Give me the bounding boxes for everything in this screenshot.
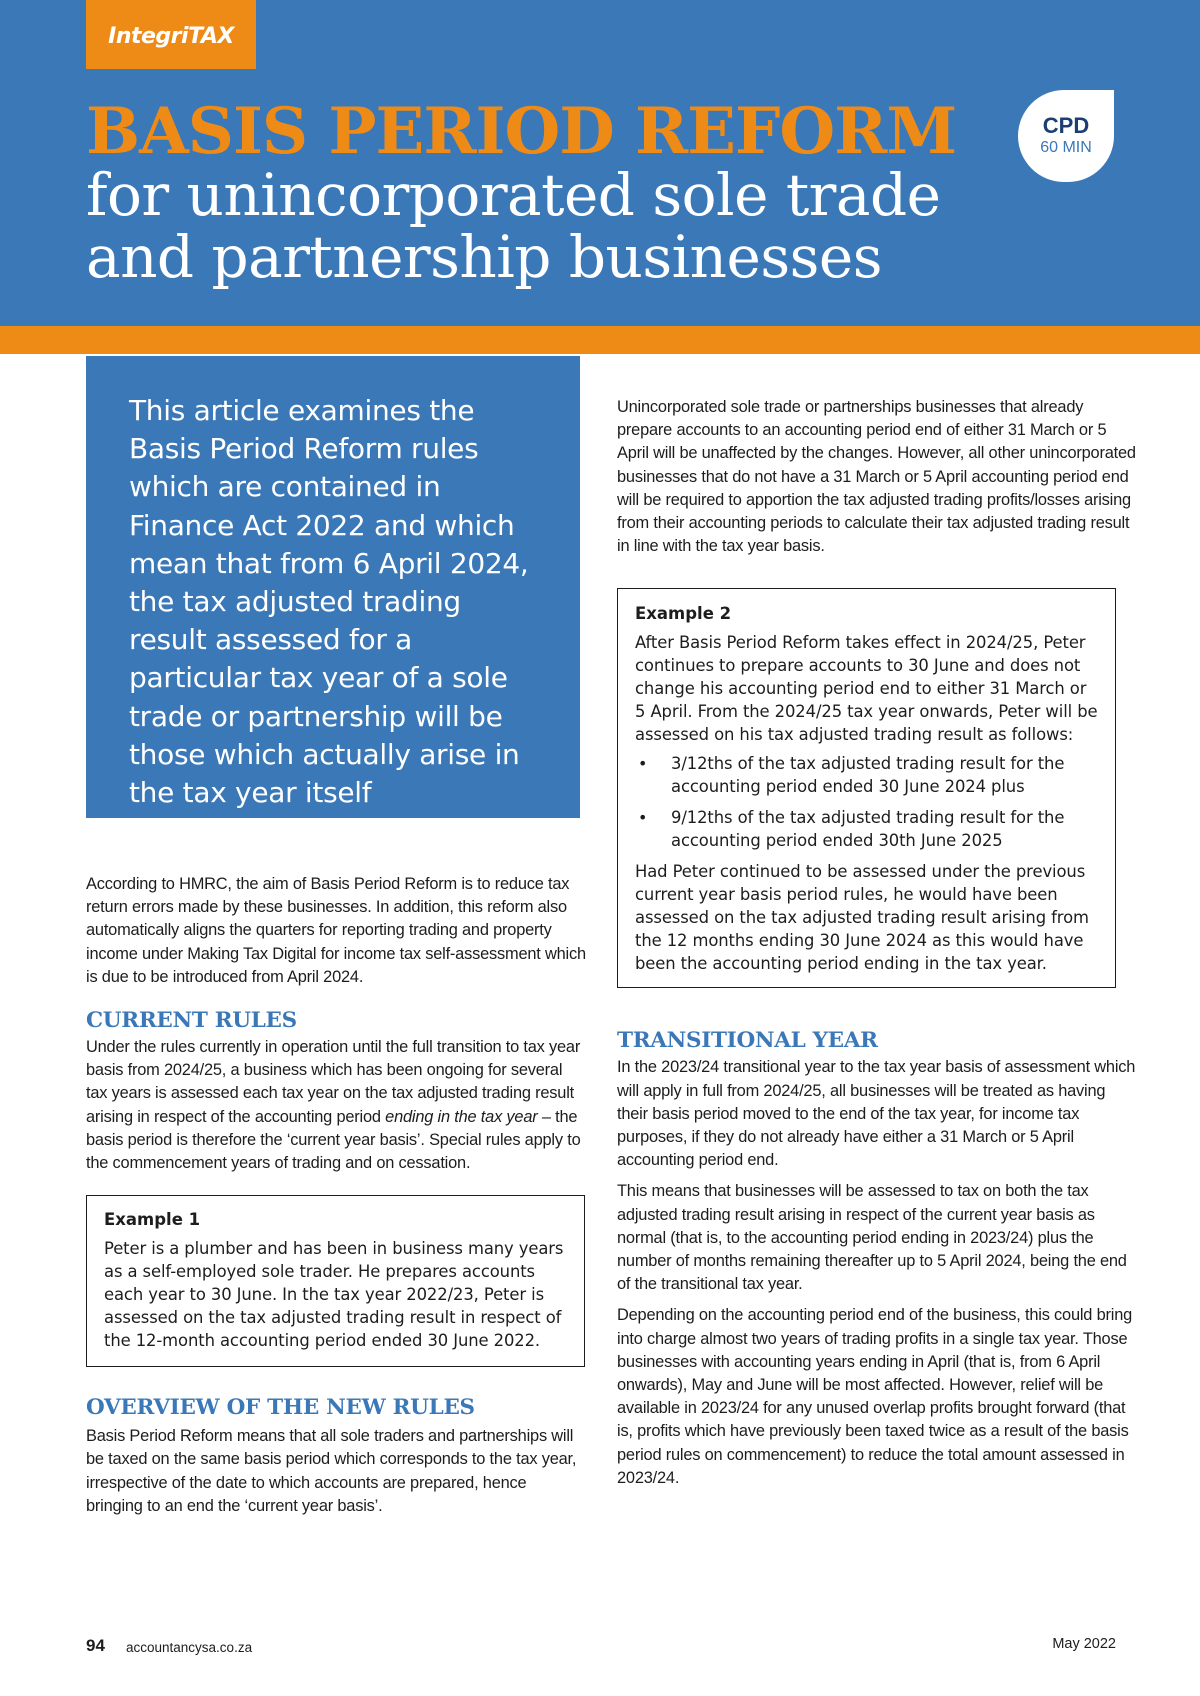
example-2-body-2: Had Peter continued to be assessed under the previous current year basis period rules, he would have been assessed on the tax adjusted trading result arising from the 12 months ending 30 June 2024 as this would have been the accounting period ending in the tax year. bbox=[635, 862, 1089, 974]
section-heading-transitional: TRANSITIONAL YEAR bbox=[617, 1028, 878, 1054]
section-heading-current-rules: CURRENT RULES bbox=[86, 1008, 297, 1034]
current-rules-text-a: Under the rules currently in operation until the full transition to tax year basis from 2024/25, a business which has been ongoing for several tax years is assessed each tax year on the tax adjusted trading result arising in respect of the accounting period bbox=[86, 1038, 581, 1126]
bullet-icon: • bbox=[638, 754, 648, 774]
overview-paragraph: Basis Period Reform means that all sole traders and partnerships will be taxed on the same basis period which corresponds to the tax year, irrespective of the date to which accounts are prepared, hence bringing to an end the ‘current year basis’. bbox=[86, 1427, 577, 1515]
cpd-label: CPD bbox=[1042, 113, 1090, 138]
example-1-body: Peter is a plumber and has been in business many years as a self-employed sole trader. He prepares accounts each year to 30 June. In the tax year 2022/23, Peter is assessed on the tax adjusted trading result in respect of the 12-month accounting period ended 30 June 2022. bbox=[104, 1239, 564, 1351]
footer-date: May 2022 bbox=[1052, 1636, 1116, 1652]
pullquote-text: This article examines the Basis Period Reform rules which are contained in Finance Act 2022 and which mean that from 6 April 2024, the tax adjusted trading result assessed for a particular tax year of a sole trade or partnership will be those which actually arise in the tax year itself bbox=[129, 394, 529, 810]
current-rules-text-b: – the basis period is therefore the ‘current year basis’. Special rules apply to the commencement years of trading and on cessation. bbox=[86, 1107, 581, 1173]
right-intro-paragraph: Unincorporated sole trade or partnerships businesses that already prepare accounts to an accounting period end of either 31 March or 5 April will be unaffected by the changes. However, all other unincorporated businesses that do not have a 31 March or 5 April accounting period end will be required to apportion the tax adjusted trading profits/losses arising from their accounting periods to calculate their tax adjusted trading result in line with the tax year basis. bbox=[617, 398, 1136, 556]
cpd-badge bbox=[1018, 90, 1114, 182]
transitional-paragraph-3: Depending on the accounting period end of the business, this could bring into charge almost two years of trading profits in a single tax year. Those businesses with accounting years ending in April (that is, from 6 April onwards), May and June will be most affected. However, relief will be available in 2023/24 for any unused overlap profits brought forward (that is, profits which have previously been taxed twice as a result of the basis period rules on commencement) to reduce the total amount assessed in 2023/24. bbox=[617, 1306, 1133, 1487]
bullet-icon: • bbox=[638, 808, 648, 828]
transitional-paragraph-1: In the 2023/24 transitional year to the tax year basis of assessment which will apply in full from 2024/25, all businesses will be treated as having their basis period moved to the end of the tax year, for income tax purposes, if they do not already have either a 31 March or 5 April accounting period end. bbox=[617, 1058, 1136, 1170]
subtitle-line-2: and partnership businesses bbox=[86, 223, 882, 291]
page-subtitle bbox=[86, 161, 941, 291]
example-2-title: Example 2 bbox=[635, 604, 732, 624]
example-1-title: Example 1 bbox=[104, 1210, 201, 1230]
page-title: BASIS PERIOD REFORM bbox=[86, 94, 957, 169]
example-1-box bbox=[86, 1195, 585, 1367]
header-accent-band bbox=[0, 326, 1200, 354]
intro-paragraph: According to HMRC, the aim of Basis Period Reform is to reduce tax return errors made by these businesses. In addition, this reform also automatically aligns the quarters for reporting trading and property income under Making Tax Digital for income tax self-assessment which is due to be introduced from April 2024. bbox=[86, 875, 586, 986]
page-number: 94 bbox=[86, 1636, 105, 1655]
brand-logo: IntegriTAX bbox=[86, 0, 256, 69]
current-rules-emphasis: ending in the tax year bbox=[385, 1107, 538, 1126]
cpd-duration: 60 MIN bbox=[1040, 139, 1092, 156]
example-2-bullet-list bbox=[635, 752, 1098, 852]
section-heading-overview: OVERVIEW OF THE NEW RULES bbox=[86, 1395, 475, 1421]
example-2-box bbox=[617, 588, 1116, 988]
list-item bbox=[635, 806, 1098, 852]
right-column bbox=[617, 396, 1137, 1495]
example-2-body-1: After Basis Period Reform takes effect in 2024/25, Peter continues to prepare accounts to 30 June and does not change his accounting period end to either 31 March or 5 April. From the 2024/25 tax year onwards, Peter will be assessed on his tax adjusted trading result as follows: bbox=[635, 633, 1098, 745]
current-rules-paragraph bbox=[86, 1036, 586, 1175]
list-item-text: 3/12ths of the tax adjusted trading result for the accounting period ended 30 June 2024 plus bbox=[671, 754, 1065, 797]
list-item bbox=[635, 752, 1098, 798]
transitional-paragraph-2: This means that businesses will be assessed to tax on both the tax adjusted trading result arising in respect of the current year basis as normal (that is, to the accounting period ending in 2023/24) plus the number of months remaining thereafter up to 5 April 2024, being the end of the transitional tax year. bbox=[617, 1182, 1127, 1294]
left-column bbox=[86, 873, 586, 1523]
subtitle-line-1: for unincorporated sole trade bbox=[86, 161, 941, 229]
list-item-text: 9/12ths of the tax adjusted trading result for the accounting period ended 30th June 2025 bbox=[671, 808, 1065, 851]
pullquote-box bbox=[86, 356, 580, 818]
header-banner bbox=[0, 0, 1200, 326]
footer-website: accountancysa.co.za bbox=[126, 1640, 253, 1655]
